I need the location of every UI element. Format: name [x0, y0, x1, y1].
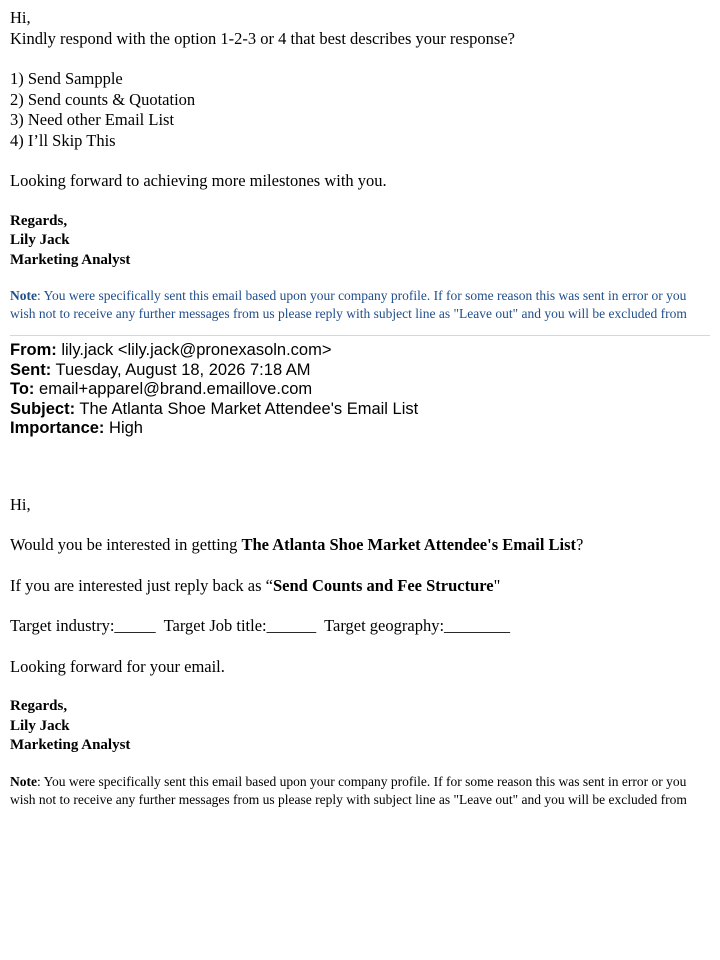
- original-greeting: Hi,: [10, 494, 31, 514]
- reply-section: [10, 8, 710, 323]
- original-signature-name: Lily Jack: [10, 717, 70, 734]
- subject-value: The Atlanta Shoe Market Attendee's Email List: [75, 399, 419, 418]
- header-sent: [10, 361, 710, 381]
- message-header: [10, 341, 710, 439]
- to-value: email+apparel@brand.emaillove.com: [34, 380, 313, 398]
- sent-value: Tuesday, August 18, 2026 7:18 AM: [51, 360, 311, 379]
- original-note: [10, 773, 710, 809]
- original-note-label: Note: [10, 773, 37, 789]
- option-4: 4) I’ll Skip This: [10, 130, 116, 150]
- sent-label: Sent:: [10, 360, 52, 379]
- reply-closing-line: Looking forward to achieving more milestones with you.: [10, 171, 387, 190]
- to-label: To:: [10, 380, 35, 398]
- reply-greeting: Hi,: [10, 8, 31, 27]
- header-subject: [10, 400, 710, 420]
- original-closing-line: Looking forward for your email.: [10, 656, 225, 676]
- reply-instruction-phrase: Send Counts and Fee Structure: [272, 575, 494, 595]
- option-1: 1) Send Sampple: [10, 69, 123, 88]
- original-targets: Target industry:_____ Target Job title:______ Target geography:________: [10, 616, 511, 635]
- original-reply-instruction: [10, 576, 710, 597]
- reply-note: [10, 287, 710, 323]
- reply-note-label: Note: [10, 288, 37, 303]
- reply-note-text: : You were specifically sent this email based upon your company profile. If for some reason this was sent in error or you wish not to receive any further messages from us please reply with subject line as "Leave out" and you will be excluded from: [10, 288, 687, 321]
- from-label: From:: [10, 341, 57, 359]
- from-value: lily.jack <lily.jack@pronexasoln.com>: [56, 341, 332, 359]
- original-signature-title: Marketing Analyst: [10, 737, 131, 753]
- original-signature-regards: Regards,: [10, 698, 68, 714]
- email-document: [10, 8, 710, 809]
- importance-label: Importance:: [10, 419, 105, 437]
- reply-instruction-text: If you are interested just reply back as “: [10, 575, 273, 595]
- importance-value: High: [104, 419, 143, 437]
- header-from: [10, 341, 710, 361]
- option-2: 2) Send counts & Quotation: [10, 89, 196, 109]
- original-note-text: : You were specifically sent this email based upon your company profile. If for some reason this was sent in error or you wish not to receive any further messages from us please reply with subject line as "Leave out" and you will be excluded from: [10, 773, 687, 807]
- option-3: 3) Need other Email List: [10, 110, 175, 129]
- header-to: [10, 380, 710, 400]
- original-body: [10, 495, 710, 809]
- reply-prompt: Kindly respond with the option 1-2-3 or 4 that best describes your response?: [10, 28, 515, 48]
- reply-signature-title: Marketing Analyst: [10, 251, 131, 268]
- original-question: [10, 535, 710, 556]
- reply-signature-name: Lily Jack: [10, 232, 70, 248]
- question-list-name: The Atlanta Shoe Market Attendee's Email List: [241, 535, 577, 554]
- reply-signature-regards: Regards,: [10, 212, 68, 229]
- question-text: Would you be interested in getting: [10, 535, 242, 554]
- subject-label: Subject:: [10, 399, 76, 418]
- question-mark: ?: [576, 535, 584, 554]
- header-importance: [10, 419, 710, 439]
- reply-instruction-quote: ": [493, 575, 501, 595]
